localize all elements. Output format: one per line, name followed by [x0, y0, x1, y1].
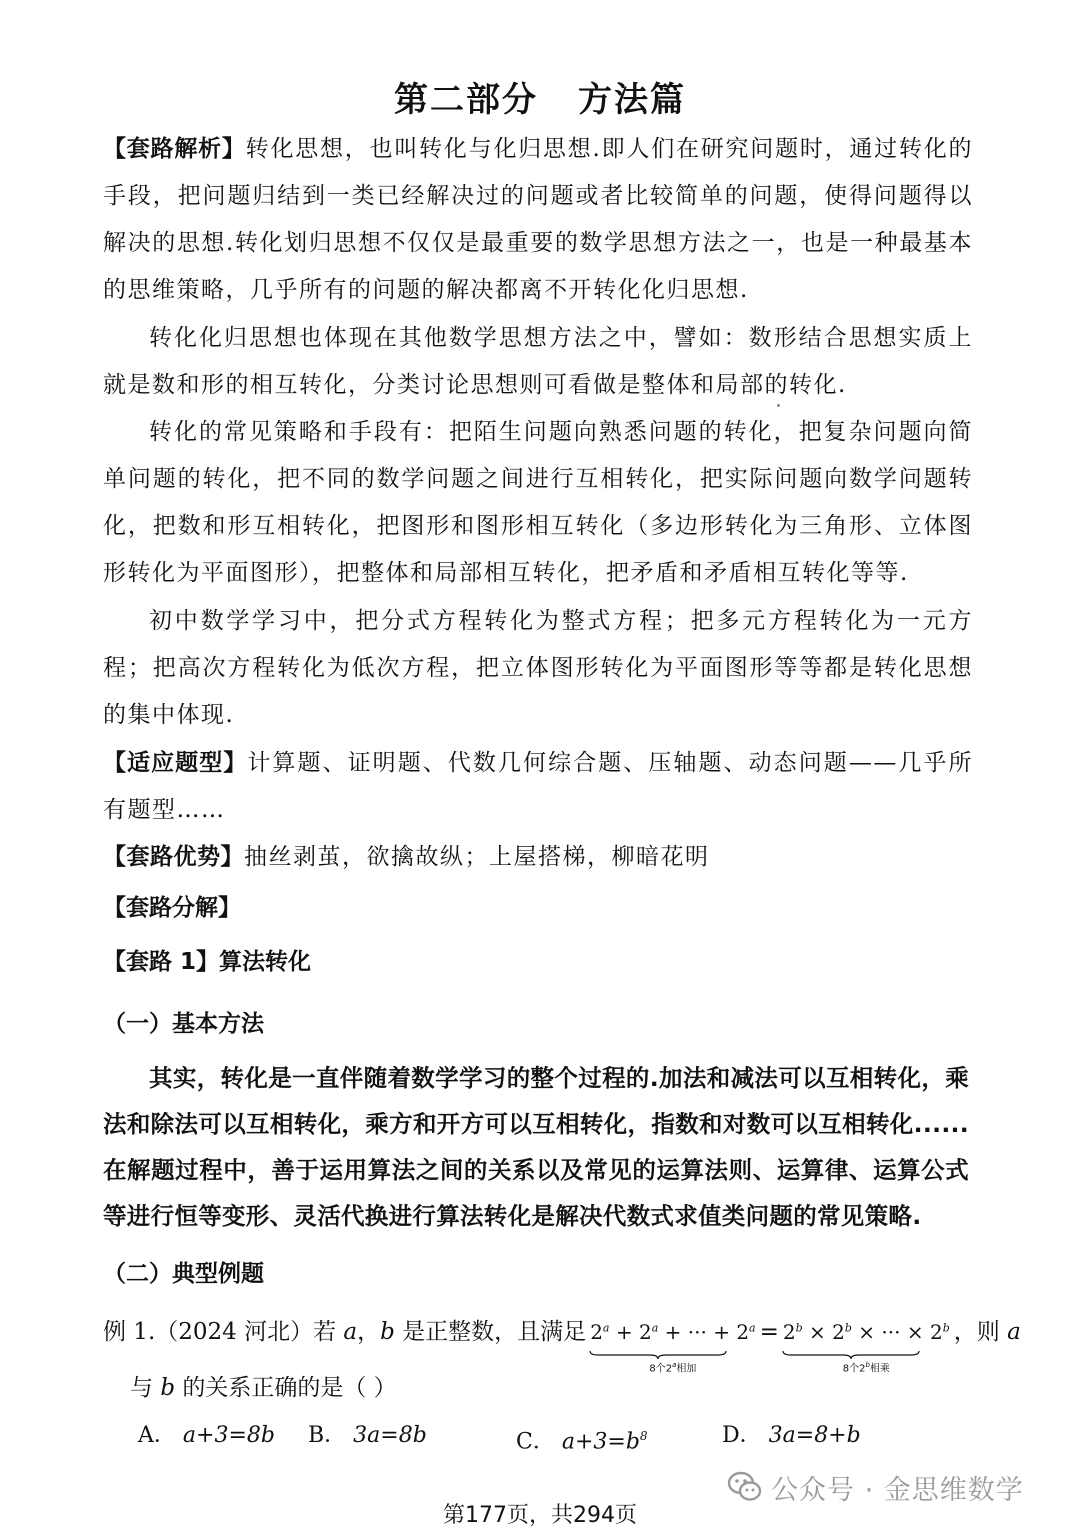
title-part: 第二部分: [394, 80, 538, 120]
lhs-under-label: 8个2$^a$相加: [649, 1361, 697, 1375]
applicable-label: 【适应题型】: [103, 750, 248, 776]
example-then: ，则: [953, 1319, 1008, 1345]
basic-method-paragraph: 其实，转化是一直伴随着数学学习的整个过程的.加法和减法可以互相转化，乘法和除法可以互相转化，乘方和开方可以互相转化，指数和对数可以互相转化......在解题过程中，善于运用算法之间的关系以及常见的运算法则、运算律、运算公式等进行恒等变形、灵活代换进行算法转化是解决代数式求值类问题的常见策略.: [103, 1064, 969, 1230]
advantage-paragraph: [103, 834, 973, 881]
title-name: 方法篇: [578, 80, 686, 120]
rhs-formula: 2$^b$ × 2$^b$ × ··· × 2$^b$ 8个2$^b$相乘: [782, 1320, 950, 1375]
analysis-label: 【套路解析】: [103, 136, 246, 162]
section2-heading: （二）典型例题: [103, 1261, 264, 1287]
watermark-text: 公众号 · 金思维数学: [771, 1474, 1024, 1506]
var-a: a: [343, 1319, 358, 1345]
rhs-under-label: 8个2$^b$相乘: [842, 1361, 890, 1375]
page-footer: 第177页，共294页: [443, 1503, 637, 1528]
advantage-label: 【套路优势】: [103, 844, 244, 870]
var-b-2: b: [160, 1375, 176, 1401]
analysis-text: 转化思想，也叫转化与化归思想.即人们在研究问题时，通过转化的手段，把问题归结到一类已经解决过的问题或者比较简单的问题，使得问题得以解决的思想.转化划归思想不仅仅是最重要的数学思想方法之一，也是一种最基本的思维策略，几乎所有的问题的解决都离不开转化化归思想.: [103, 136, 974, 303]
line2-rest: 的关系正确的是（ ）: [175, 1375, 397, 1401]
applicable-text: 计算题、证明题、代数几何综合题、压轴题、动态问题——几乎所有题型……: [103, 750, 974, 823]
stray-dot: [777, 404, 780, 407]
option-c: C． $a+3=b^8$: [516, 1429, 648, 1455]
paragraph-4: 初中数学学习中，把分式方程转化为整式方程；把多元方程转化为一元方程；把高次方程转化为低次方程，把立体图形转化为平面图形等等都是转化思想的集中体现.: [103, 608, 973, 728]
route1-heading: 【套路 1】算法转化: [103, 949, 312, 975]
var-a-2: a: [1007, 1319, 1021, 1345]
advantage-text: 抽丝剥茧，欲擒故纵；上屋搭梯，柳暗花明: [244, 844, 710, 870]
equals-sign: =: [759, 1319, 779, 1345]
line2-with: 与: [130, 1375, 161, 1401]
applicable-paragraph: [103, 740, 973, 834]
page-title: [0, 72, 1080, 121]
example-1-line1: [103, 1312, 1021, 1375]
var-b: b: [380, 1319, 395, 1345]
example-1-line2: [130, 1368, 397, 1408]
section1-heading: （一）基本方法: [103, 1011, 264, 1037]
example-mid: 是正整数，且满足: [394, 1319, 587, 1345]
comma: ，: [357, 1319, 381, 1345]
example-prefix: 例 1.（2024 河北）若: [103, 1319, 344, 1345]
option-d: D． 3a=8+b: [722, 1423, 861, 1448]
option-b: B． 3a=8b: [308, 1423, 427, 1448]
paragraph-3: 转化的常见策略和手段有：把陌生问题向熟悉问题的转化，把复杂问题向简单问题的转化，把不同的数学问题之间进行互相转化，把实际问题向数学问题转化，把数和形互相转化，把图形和图形相互转化（多边形转化为三角形、立体图形转化为平面图形），把整体和局部相互转化，把矛盾和矛盾相互转化等等.: [103, 419, 973, 586]
analysis-paragraph: [103, 126, 973, 314]
option-a: A． a+3=8b: [138, 1423, 275, 1448]
paragraph-2: 转化化归思想也体现在其他数学思想方法之中，譬如：数形结合思想实质上就是数和形的相互转化，分类讨论思想则可看做是整体和局部的转化.: [103, 325, 973, 398]
lhs-formula: 2$^a$ + 2$^a$ + ··· + 2$^a$ 8个2$^a$相加: [590, 1320, 756, 1375]
decomposition-heading: 【套路分解】: [103, 895, 241, 921]
